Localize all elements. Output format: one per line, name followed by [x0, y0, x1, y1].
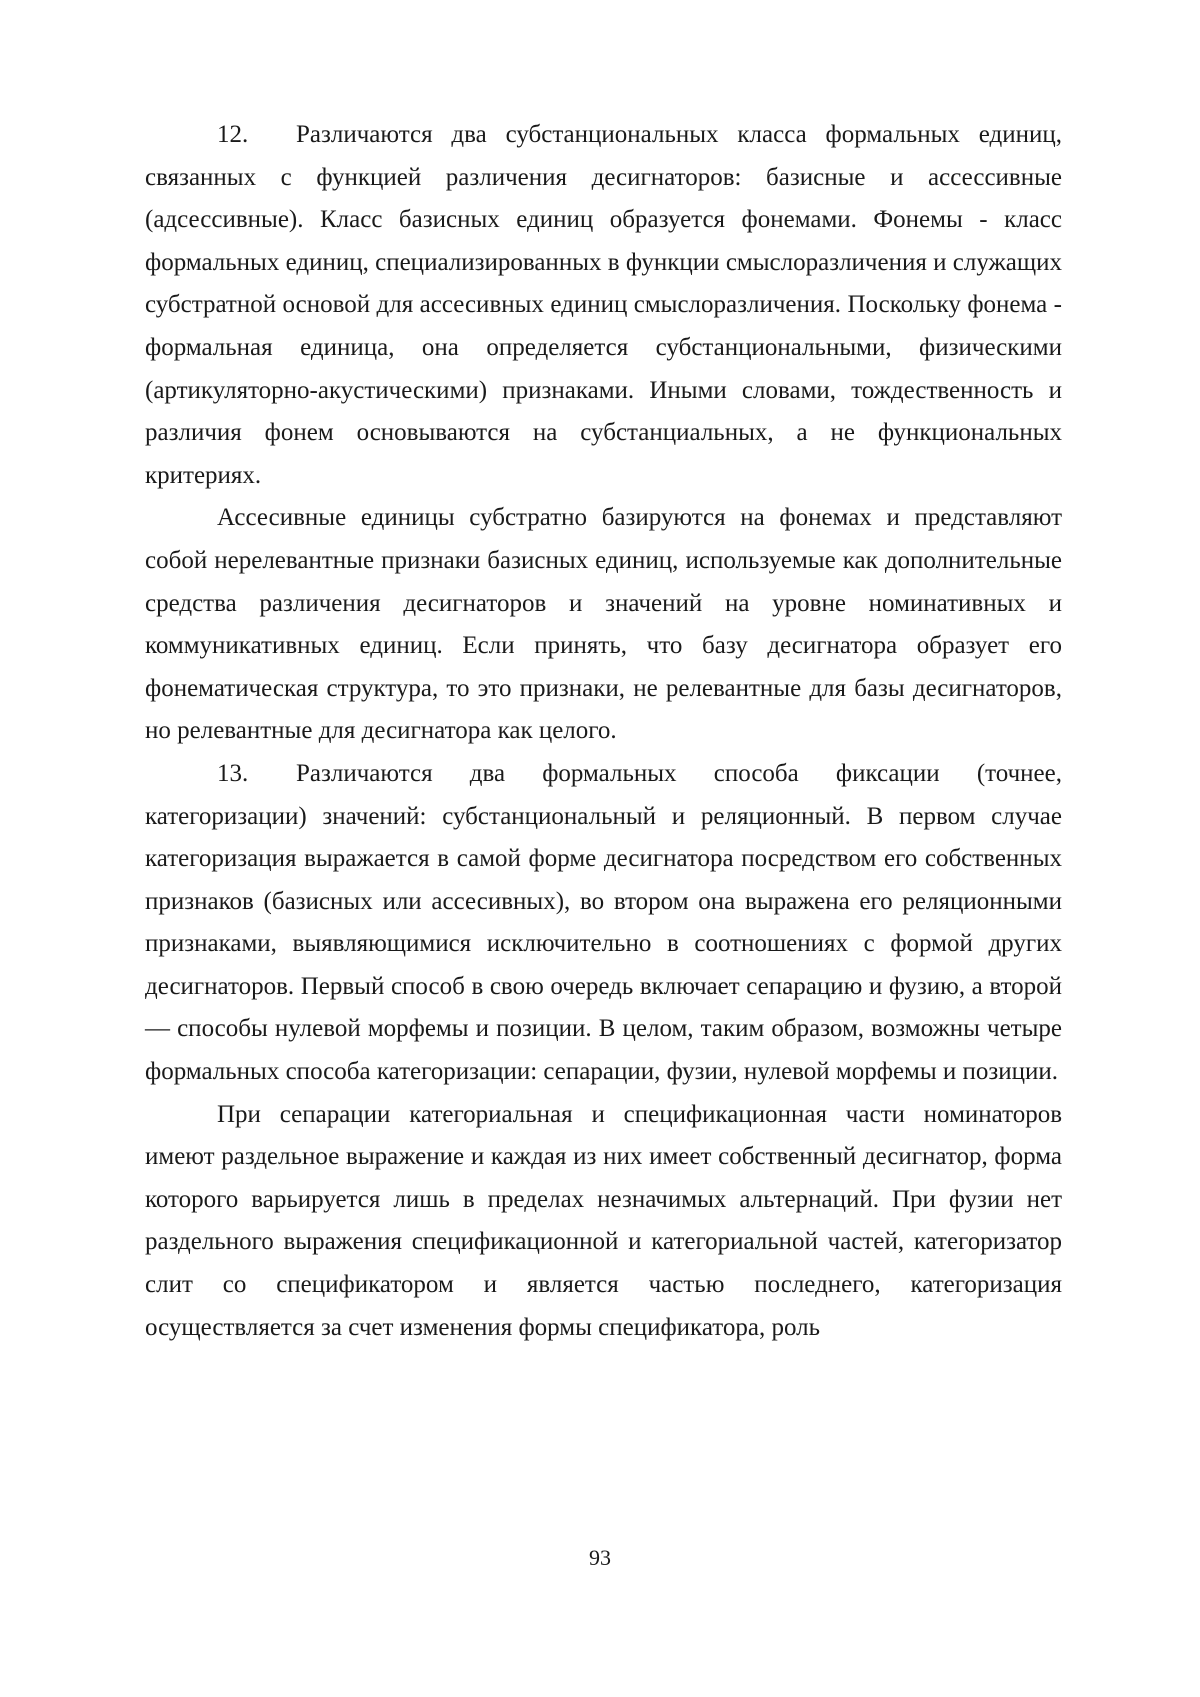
- paragraph-text: Различаются два формальных способа фиксации (точнее, категоризации) значений: субстанциональный и реляционный. В первом случае категоризация выражается в самой форме десигнатора посредством его собственных признаков (базисных или ассесивных), во втором она выражена его реляционными признаками, выявляющимися исключительно в соотношениях с формой других десигнаторов. Первый способ в свою очередь включает сепарацию и фузию, а второй — способы нулевой морфемы и позиции. В целом, таким образом, возможны четыре формальных способа категоризации: сепарации, фузии, нулевой морфемы и позиции.: [145, 759, 1062, 1086]
- paragraph-text: При сепарации категориальная и спецификационная части номинаторов имеют раздельное выражение и каждая из них имеет собственный десигнатор, форма которого варьируется лишь в пределах незначимых альтернаций. При фузии нет раздельного выражения спецификационной и категориальной частей, категоризатор слит со спецификатором и является частью последнего, категоризация осуществляется за счет изменения формы спецификатора, роль: [145, 1100, 1062, 1341]
- paragraph-number: 13.: [217, 759, 249, 787]
- paragraph-13: [145, 753, 1062, 1094]
- paragraph-assessive: [145, 497, 1062, 753]
- paragraph-text: Различаются два субстанциональных класса формальных единиц, связанных с функцией различения десигнаторов: базисные и ассессивные (адсессивные). Класс базисных единиц образуется фонемами. Фонемы - класс формальных единиц, специализированных в функции смыслоразличения и служащих субстратной основой для ассесивных единиц смыслоразличения. Поскольку фонема - формальная единица, она определяется субстанциональными, физическими (артикуляторно-акустическими) признаками. Иными словами, тождественность и различия фонем основываются на субстанциальных, а не функциональных критериях.: [145, 121, 1062, 489]
- page-body: [145, 114, 1062, 1349]
- paragraph-text: Ассесивные единицы субстратно базируются на фонемах и представляют собой нерелевантные признаки базисных единиц, используемые как дополнительные средства различения десигнаторов и значений на уровне номинативных и коммуникативных единиц. Если принять, что базу десигнатора образует его фонематическая структура, то это признаки, не релевантные для базы десигнаторов, но релевантные для десигнатора как целого.: [145, 504, 1062, 745]
- page-number: 93: [589, 1545, 611, 1570]
- paragraph-number: 12.: [217, 121, 249, 148]
- paragraph-12: [145, 114, 1062, 497]
- paragraph-separation: [145, 1094, 1062, 1350]
